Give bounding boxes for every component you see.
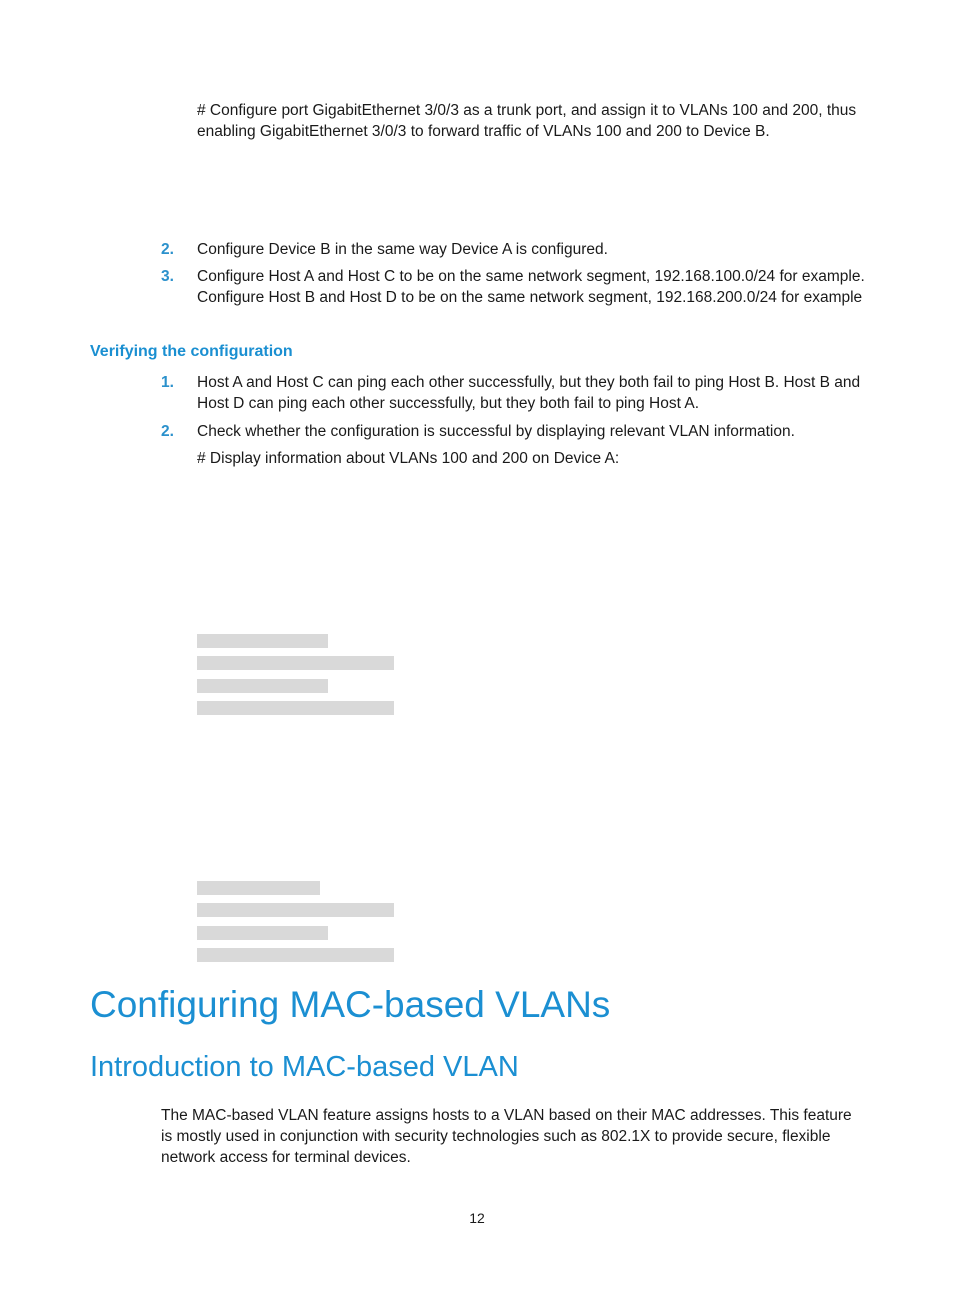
step-number: 3. xyxy=(161,268,174,285)
redacted-line xyxy=(197,634,328,648)
redacted-line xyxy=(197,926,328,940)
step-number: 1. xyxy=(161,374,174,391)
step-number: 2. xyxy=(161,423,174,440)
step-text: Configure Device B in the same way Device A is configured. xyxy=(197,241,608,258)
redacted-line xyxy=(197,656,394,670)
redacted-line xyxy=(197,948,394,962)
page-number: 12 xyxy=(469,1210,485,1226)
step-number: 2. xyxy=(161,241,174,258)
redacted-line xyxy=(197,881,320,895)
trunk-port-instruction: # Configure port GigabitEthernet 3/0/3 as a trunk port, and assign it to VLANs 100 and 200, thus enabling GigabitEthernet 3/0/3 to forward traffic of VLANs 100 and 200 to Device B. xyxy=(197,102,857,140)
chapter-title: Configuring MAC-based VLANs xyxy=(90,984,611,1025)
redacted-line xyxy=(197,903,394,917)
section-subheading: Verifying the configuration xyxy=(90,343,293,360)
step-text: Host A and Host C can ping each other successfully, but they both fail to ping Host B. Host B and Host D can ping each other successfully, but they both fail to ping Host A. xyxy=(197,374,861,412)
section-title: Introduction to MAC-based VLAN xyxy=(90,1051,519,1083)
display-command-note: # Display information about VLANs 100 and 200 on Device A: xyxy=(197,450,620,467)
redacted-line xyxy=(197,701,394,715)
redacted-line xyxy=(197,679,328,693)
section-body: The MAC-based VLAN feature assigns hosts to a VLAN based on their MAC addresses. This feature is mostly used in conjunction with security technologies such as 802.1X to provide secure, flexible network access for terminal devices. xyxy=(161,1107,852,1166)
step-text: Check whether the configuration is successful by displaying relevant VLAN information. xyxy=(197,423,795,440)
step-text: Configure Host A and Host C to be on the same network segment, 192.168.100.0/24 for example. Configure Host B and Host D to be on the same network segment, 192.168.200.0/24 for example xyxy=(197,268,865,306)
